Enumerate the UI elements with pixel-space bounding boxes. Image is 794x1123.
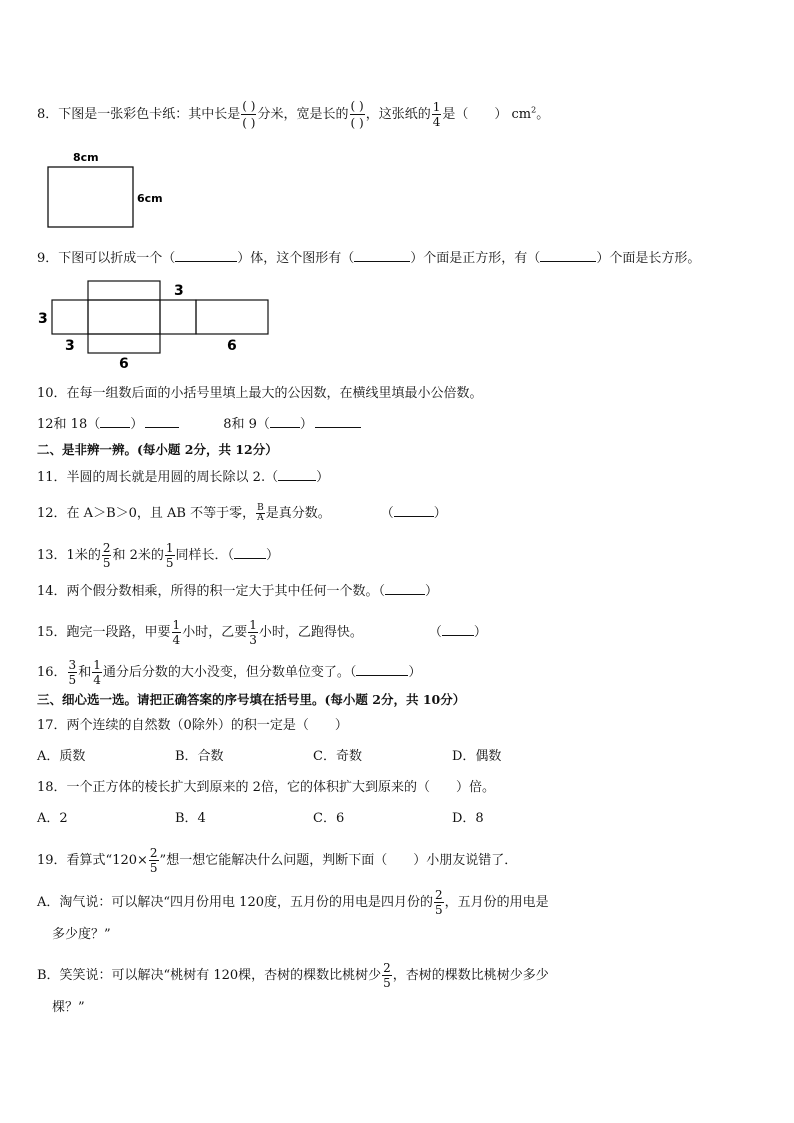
net-face-top: [88, 281, 160, 300]
section-2-heading: 二、是非辨一辨。(每小题 2分，共 12分）: [37, 442, 278, 457]
q10-b-gcd-blank[interactable]: [270, 415, 300, 428]
question-16: [37, 658, 421, 687]
q14-text: 14．两个假分数相乘，所得的积一定大于其中任何一个数。（: [37, 584, 386, 599]
q15-fraction-1: [172, 618, 182, 647]
q15-answer-blank[interactable]: [442, 623, 474, 636]
q18-option-a[interactable]: A．2: [37, 811, 68, 826]
q15-paren-close: ）: [473, 625, 487, 640]
net-label-left: 3: [38, 311, 48, 327]
q9-blank-rect-count[interactable]: [540, 249, 596, 262]
q8-text-e: 。: [536, 107, 550, 122]
section-3-heading: 三、细心选一选。请把正确答案的序号填在括号里。(每小题 2分，共 10分）: [37, 692, 466, 707]
q9-blank-shape[interactable]: [175, 249, 237, 262]
net-label-bottom-right: 6: [227, 338, 237, 354]
question-15: [37, 618, 487, 647]
fraction-denominator: 5: [102, 556, 111, 570]
q14-end: ）: [425, 584, 439, 599]
q10-item-a-close: ）: [130, 417, 144, 432]
question-14: [37, 582, 438, 601]
q19-option-a-cont: 多少度？”: [52, 927, 111, 942]
q8-text-d: 是（ ）: [442, 107, 508, 122]
fraction-numerator: 1: [165, 541, 174, 555]
q10-a-lcm-blank[interactable]: [145, 415, 179, 428]
q10-text: 10．在每一组数后面的小括号里填上最大的公因数，在横线里填最小公倍数。: [37, 386, 483, 401]
q8-length-fraction: [241, 98, 256, 131]
fraction-denominator: 5: [149, 861, 158, 875]
net-face-center: [88, 300, 160, 334]
fraction-numerator: 1: [432, 100, 441, 114]
q9-net-figure: [34, 278, 284, 373]
q8-unit: cm: [511, 107, 532, 122]
q8-width-fraction: [350, 98, 365, 131]
q18-option-d[interactable]: D．8: [452, 811, 484, 826]
card-rectangle: [48, 167, 133, 227]
q16-text-a: 16．: [37, 665, 67, 680]
fraction-denominator: 5: [434, 903, 443, 917]
fraction-numerator: 3: [68, 658, 77, 672]
q15-text-b: 小时，乙要: [182, 625, 248, 640]
fraction-numerator: ( ): [350, 99, 364, 113]
q13-fraction-1: [102, 541, 112, 570]
question-13: [37, 541, 279, 570]
q10-item-a: 12和 18（: [37, 417, 101, 432]
net-label-bottom-center: 6: [119, 356, 129, 372]
q19-text-b: ”想一想它能解决什么问题，判断下面（ ）小朋友说错了．: [159, 853, 518, 868]
fraction-numerator: B: [257, 503, 264, 513]
q15-fraction-2: [248, 618, 258, 647]
q8-quarter-fraction: [432, 100, 442, 129]
q18-option-b[interactable]: B．4: [175, 811, 206, 826]
q12-paren-close: ）: [433, 506, 447, 521]
q8-number: 8．: [37, 107, 59, 122]
q13-text-b: 和 2米的: [112, 548, 164, 563]
q12-answer-blank[interactable]: [394, 504, 434, 517]
q13-text-c: 同样长．（: [175, 548, 235, 563]
fraction-numerator: 2: [149, 846, 158, 860]
net-label-top: 3: [174, 283, 184, 299]
question-11: [37, 468, 329, 487]
q15-text-c: 小时，乙跑得快。: [258, 625, 363, 640]
q9-text-a: 9．下图可以折成一个（: [37, 251, 176, 266]
q8-text-b: 分米，宽是长的: [257, 107, 349, 122]
q19-option-a-text-a: A．淘气说：可以解决“四月份用电 120度，五月份的用电是四月份的: [37, 895, 433, 910]
question-8: [37, 98, 549, 131]
q12-paren-open: （: [380, 506, 394, 521]
q17-option-c[interactable]: C．奇数: [313, 749, 362, 764]
net-face-bottom: [88, 334, 160, 353]
q14-answer-blank[interactable]: [385, 582, 425, 595]
q19-option-a-text-b: ，五月份的用电是: [444, 895, 549, 910]
fraction-denominator: 4: [172, 633, 181, 647]
fraction-denominator: ( ): [242, 116, 256, 130]
question-17: 17．两个连续的自然数（0除外）的积一定是（ ）: [37, 718, 348, 733]
q18-option-c[interactable]: C．6: [313, 811, 345, 826]
length-label: 8cm: [73, 151, 99, 164]
q15-paren-open: （: [428, 625, 442, 640]
fraction-numerator: ( ): [242, 99, 256, 113]
q12-fraction: [256, 504, 265, 523]
q16-fraction-2: [92, 658, 102, 687]
q19-option-b-cont: 棵？”: [52, 1000, 85, 1015]
q11-answer-blank[interactable]: [278, 468, 316, 481]
fraction-denominator: 4: [93, 673, 101, 687]
fraction-denominator: ( ): [350, 116, 364, 130]
q17-option-d[interactable]: D．偶数: [452, 749, 502, 764]
q19-option-a[interactable]: [37, 888, 549, 917]
q12-text-b: 是真分数。: [265, 506, 331, 521]
q13-answer-blank[interactable]: [234, 546, 266, 559]
q13-end: ）: [266, 548, 280, 563]
q19-option-b-fraction: [382, 961, 392, 990]
q13-fraction-2: [165, 541, 175, 570]
q16-end: ）: [408, 665, 422, 680]
q10-a-gcd-blank[interactable]: [100, 415, 130, 428]
q10-item-b-close: ）: [299, 417, 313, 432]
question-12: [37, 504, 447, 523]
q8-rectangle-figure: [40, 145, 180, 235]
q19-fraction: [149, 846, 159, 875]
q19-option-a-fraction: [434, 888, 444, 917]
q8-unit-sup: 2: [531, 105, 537, 115]
q15-text-a: 15．跑完一段路，甲要: [37, 625, 171, 640]
q16-text-c: 通分后分数的大小没变，但分数单位变了。（: [102, 665, 357, 680]
fraction-denominator: 3: [249, 633, 257, 647]
fraction-numerator: 2: [434, 888, 443, 902]
q19-option-b-text-b: ，杏树的棵数比桃树少多少: [392, 968, 549, 983]
q11-end: ）: [316, 470, 330, 485]
question-19: [37, 846, 517, 875]
q16-fraction-1: [68, 658, 78, 687]
q9-text-d: ）个面是长方形。: [596, 251, 701, 266]
q16-text-b: 和: [78, 665, 92, 680]
fraction-numerator: 2: [383, 961, 391, 975]
fraction-numerator: 1: [93, 658, 101, 672]
net-face-right-small: [160, 300, 196, 334]
q19-option-b-text-a: B．笑笑说：可以解决“桃树有 120棵，杏树的棵数比桃树少: [37, 968, 382, 983]
net-face-right-large: [196, 300, 268, 334]
fraction-numerator: 1: [249, 618, 257, 632]
fraction-denominator: 5: [383, 976, 391, 990]
question-10-items: [37, 415, 361, 434]
fraction-numerator: 1: [172, 618, 181, 632]
net-face-left: [52, 300, 88, 334]
q9-text-c: ）个面是正方形，有（: [410, 251, 541, 266]
question-9: [37, 249, 700, 268]
fraction-denominator: 5: [165, 556, 174, 570]
q11-text: 11．半圆的周长就是用圆的周长除以 2.（: [37, 470, 279, 485]
q9-text-b: ）体，这个图形有（: [237, 251, 355, 266]
net-label-bottom-left: 3: [65, 338, 75, 354]
q19-option-b[interactable]: [37, 961, 549, 990]
q19-text-a: 19．看算式“120×: [37, 853, 148, 868]
q8-text-c: ，这张纸的: [365, 107, 431, 122]
fraction-denominator: 5: [68, 673, 77, 687]
fraction-numerator: 2: [102, 541, 111, 555]
q8-text-a: 下图是一张彩色卡纸：其中长是: [58, 107, 241, 122]
q16-answer-blank[interactable]: [356, 663, 408, 676]
q9-blank-square-count[interactable]: [354, 249, 410, 262]
q10-b-lcm-blank[interactable]: [315, 415, 361, 428]
q17-option-b[interactable]: B．合数: [175, 749, 224, 764]
width-label: 6cm: [137, 192, 163, 205]
question-18: 18．一个正方体的棱长扩大到原来的 2倍，它的体积扩大到原来的（ ）倍。: [37, 780, 495, 795]
q12-text-a: 12．在 A＞B＞0，且 AB 不等于零，: [37, 506, 256, 521]
q13-text-a: 13．1米的: [37, 548, 101, 563]
question-10: [37, 385, 483, 403]
fraction-denominator: A: [257, 513, 264, 523]
fraction-denominator: 4: [432, 115, 441, 129]
q10-item-b: 8和 9（: [223, 417, 270, 432]
q17-option-a[interactable]: A．质数: [37, 749, 86, 764]
